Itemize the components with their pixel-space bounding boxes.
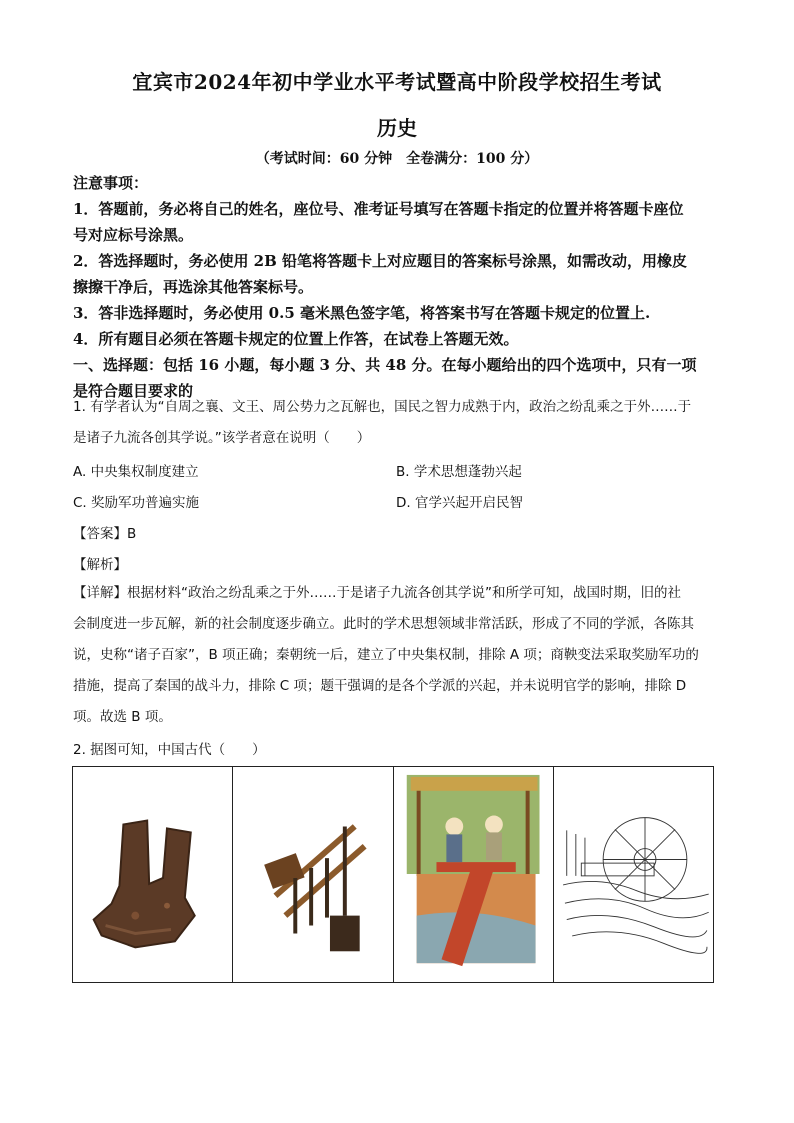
iron-hoe-image [73,767,233,982]
q1-answer: 【答案】B [73,526,137,542]
notes-heading: 注意事项： [73,174,149,192]
q2-stem: 2. 据图可知，中国古代（ ） [73,742,266,758]
chain-pump-image [394,767,554,982]
notes-block [73,170,727,404]
exam-info: （考试时间：60 分钟 全卷满分：100 分） [255,151,539,167]
seed-drill-icon [233,767,392,982]
q1-option-c: C. 奖励军功普遍实施 [73,495,200,511]
water-wheel-icon [554,767,713,982]
note-item-2: 2．答选择题时，务必使用 2B 铅笔将答题卡上对应题目的答案标号涂黑，如需改动，用橡皮 擦擦干净后，再选涂其他答案标号。 [73,252,688,296]
q1-analysis-label: 【解析】 [73,557,127,573]
water-wheel-image [554,767,713,982]
note-item-4: 4．所有题目必须在答题卡规定的位置上作答，在试卷上答题无效。 [73,330,519,348]
chain-pump-icon [394,767,553,982]
section-heading: 一、选择题：包括 16 小题，每小题 3 分、共 48 分。在每小题给出的四个选项中，只有一项 是符合题目要求的 [73,356,697,400]
q1-option-b: B. 学术思想蓬勃兴起 [396,464,522,480]
q2-image-table [72,766,714,983]
seed-drill-image [233,767,393,982]
q1-detail: 【详解】根据材料“政治之纷乱乘之于外……于是诸子九流各创其学说”和所学可知，战国时期，旧的社 会制度进一步瓦解，新的社会制度逐步确立。此时的学术思想领域非常活跃，形成了不同的学派，各陈其 说，史称“诸子百家”，B 项正确；秦朝统一后，建立了中央集权制，排除 A 项；商鞅变法采取奖励军功的 措施，提高了秦国的战斗力，排除 C 项；题干强调的是各个学派的兴起，并未说明官学的影响，排除 D 项。故选 B 项。 [73,585,699,725]
q1-option-a: A. 中央集权制度建立 [73,464,199,480]
exam-title: 宜宾市2024年初中学业水平考试暨高中阶段学校招生考试 [132,70,662,94]
note-item-1: 1．答题前，务必将自己的姓名，座位号、准考证号填写在答题卡指定的位置并将答题卡座位 号对应标号涂黑。 [73,200,684,244]
note-item-3: 3．答非选择题时，务必使用 0.5 毫米黑色签字笔，将答案书写在答题卡规定的位置上. [73,304,651,322]
iron-hoe-icon [73,767,232,982]
q1-stem: 1. 有学者认为“自周之襄、文王、周公势力之瓦解也，国民之智力成熟于内，政治之纷乱乘之于外……于 是诸子九流各创其学说。”该学者意在说明（ ） [73,399,692,446]
subject-title: 历史 [377,116,417,140]
q1-option-d: D. 官学兴起开启民智 [396,495,523,511]
